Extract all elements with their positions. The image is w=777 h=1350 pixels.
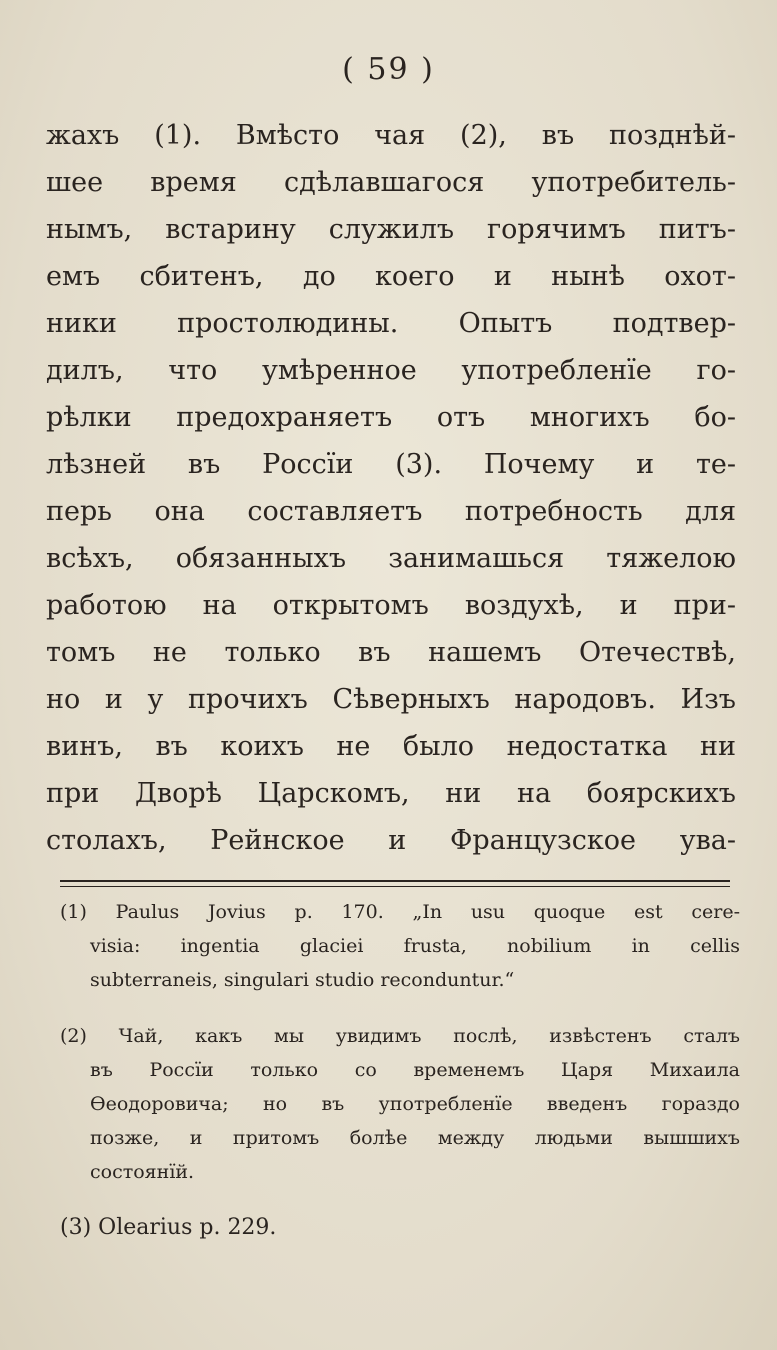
text-line: ники простолюдины. Опытъ подтвер- (46, 308, 736, 339)
text-line: емъ сбитенъ, до коего и нынѣ охот- (46, 261, 736, 292)
page-number: ( 59 ) (342, 52, 435, 87)
footnote-line: (2) Чай, какъ мы увидимъ послѣ, извѣстенъ сталъ (60, 1025, 740, 1047)
footnote-line: позже, и притомъ болѣе между людьми вышшихъ (90, 1127, 740, 1149)
text-line: томъ не только въ нашемъ Отечествѣ, (46, 637, 736, 668)
text-line: шее время сдѣлавшагося употребитель- (46, 167, 736, 198)
footnote-2 (60, 1019, 740, 1189)
text-line: дилъ, что умѣренное употребленїе го- (46, 355, 736, 386)
text-line: рѣлки предохраняетъ отъ многихъ бо- (46, 402, 736, 433)
text-line: лѣзней въ Россїи (3). Почему и те- (46, 449, 736, 480)
text-line: при Дворѣ Царскомъ, ни на боярскихъ (46, 778, 736, 809)
footnote-divider (60, 880, 730, 887)
footnote-line: Ѳеодоровича; но въ употребленїе введенъ гораздо (90, 1093, 740, 1115)
footnote-3 (60, 1211, 740, 1245)
footnote-1 (60, 895, 740, 997)
footnotes (60, 895, 740, 1267)
text-line: всѣхъ, обязанныхъ занимашься тяжелою (46, 543, 736, 574)
footnote-line: въ Россїи только со временемъ Царя Михаила (90, 1059, 740, 1081)
text-line: нымъ, встарину служилъ горячимъ питъ- (46, 214, 736, 245)
footnote-line: subterraneis, singulari studio reconduntur.“ (90, 969, 515, 991)
text-line: но и у прочихъ Сѣверныхъ народовъ. Изъ (46, 684, 736, 715)
main-text (46, 112, 736, 864)
footnote-line: visia: ingentia glaciei frusta, nobilium in cellis (90, 935, 740, 957)
text-line: перь она составляетъ потребность для (46, 496, 736, 527)
text-line: работою на открытомъ воздухѣ, и при- (46, 590, 736, 621)
footnote-line: (3) Olearius p. 229. (60, 1215, 277, 1240)
footnote-line: (1) Paulus Jovius p. 170. „In usu quoque est cere- (60, 901, 740, 923)
text-line: жахъ (1). Вмѣсто чая (2), въ позднѣй- (46, 120, 736, 151)
text-line: винъ, въ коихъ не было недостатка ни (46, 731, 736, 762)
footnote-line: состоянїй. (90, 1161, 195, 1183)
text-line: столахъ, Рейнское и Французское ува- (46, 825, 736, 856)
